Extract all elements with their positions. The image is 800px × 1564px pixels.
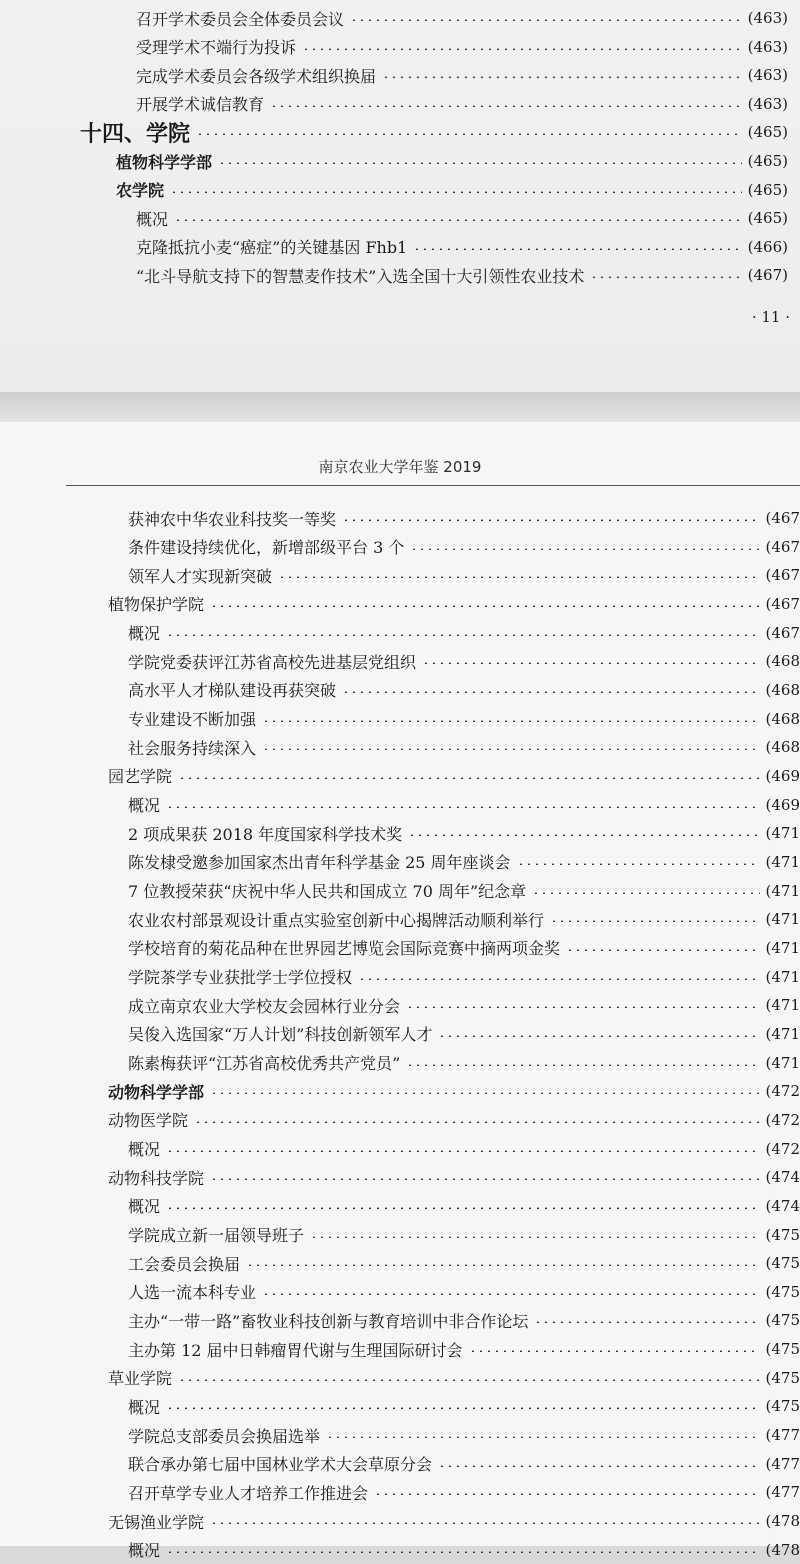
toc-entry-page: (475 xyxy=(765,1282,800,1301)
dot-leader xyxy=(358,978,760,980)
toc-entry-title: 概况 xyxy=(128,1140,161,1160)
toc-entry-page: (474 xyxy=(765,1168,800,1187)
dot-leader xyxy=(534,1321,759,1323)
toc-entry-title: 克隆抵抗小麦“癌症”的关键基因 Fhb1 xyxy=(136,238,408,258)
toc-entry-page: (478 xyxy=(765,1512,800,1531)
toc-entry xyxy=(0,1507,800,1535)
toc-entry xyxy=(0,204,800,232)
toc-entry xyxy=(0,1306,800,1334)
toc-entry-page: (475 xyxy=(765,1254,800,1273)
toc-entry-page: (467) xyxy=(747,266,788,285)
toc-entry-title: 动物医学院 xyxy=(108,1111,189,1131)
dot-leader xyxy=(210,605,760,607)
toc-entry-title: 学院总支部委员会换届选举 xyxy=(128,1426,321,1446)
running-header: 南京农业大学年鉴 2019 xyxy=(318,458,482,476)
dot-leader xyxy=(262,720,760,722)
dot-leader xyxy=(270,105,742,107)
toc-entry-title: 吴俊入选国家“万人计划”科技创新领军人才 xyxy=(128,1025,433,1045)
toc-entry-page: (475 xyxy=(765,1311,800,1330)
toc-entry-page: (471 xyxy=(765,996,800,1015)
dot-leader xyxy=(408,834,759,836)
dot-leader xyxy=(166,1150,760,1152)
toc-entry-page: (467 xyxy=(765,594,800,613)
dot-leader xyxy=(422,662,760,664)
toc-entry-page: (472 xyxy=(765,1082,800,1101)
toc-entry-page: (465) xyxy=(747,152,788,170)
top-page xyxy=(0,0,800,392)
toc-entry-title: 农学院 xyxy=(116,181,165,201)
dot-leader xyxy=(196,133,742,135)
toc-entry-title: 专业建设不断加强 xyxy=(128,710,257,730)
dot-leader xyxy=(342,519,760,521)
toc-entry-title: 概况 xyxy=(128,1397,161,1417)
dot-leader xyxy=(342,691,760,693)
toc-entry-page: (472 xyxy=(765,1110,800,1129)
dot-leader xyxy=(438,1035,759,1037)
toc-entry xyxy=(0,1020,800,1048)
toc-entry-page: (472 xyxy=(765,1139,800,1158)
toc-entry xyxy=(0,147,800,175)
dot-leader xyxy=(194,1121,760,1123)
toc-entry xyxy=(0,61,800,89)
toc-entry-page: (471 xyxy=(765,910,800,929)
dot-leader xyxy=(166,806,760,808)
toc-entry-page: (467 xyxy=(765,623,800,642)
toc-entry xyxy=(0,1364,800,1392)
toc-entry-title: 动物科技学院 xyxy=(108,1168,205,1188)
toc-entry-title: 学院党委获评江苏省高校先进基层党组织 xyxy=(128,652,417,672)
toc-entry-page: (471 xyxy=(765,824,800,843)
toc-entry xyxy=(0,176,800,204)
dot-leader xyxy=(532,892,759,894)
dot-leader xyxy=(278,576,760,578)
toc-entry-title: 社会服务持续深入 xyxy=(128,738,257,758)
toc-entry xyxy=(0,733,800,761)
toc-entry-title: 主办“一带一路”畜牧业科技创新与教育培训中非合作论坛 xyxy=(128,1311,529,1331)
toc-entry-page: (471 xyxy=(765,881,800,900)
dot-leader xyxy=(326,1436,760,1438)
toc-entry-title: “北斗导航支持下的智慧麦作技术”入选全国十大引领性农业技术 xyxy=(136,266,585,286)
toc-entry xyxy=(0,1163,800,1191)
toc-entry xyxy=(0,590,800,618)
dot-leader xyxy=(406,1006,760,1008)
dot-leader xyxy=(218,162,742,164)
toc-entry-page: (471 xyxy=(765,1024,800,1043)
toc-entry-title: 农业农村部景观设计重点实验室创新中心揭牌活动顺利举行 xyxy=(128,910,545,930)
dot-leader xyxy=(413,248,741,250)
toc-entry-title: 工会委员会换届 xyxy=(128,1254,241,1274)
toc-entry xyxy=(0,619,800,647)
toc-entry xyxy=(0,1249,800,1277)
page-folio: · 11 · xyxy=(751,308,790,326)
dot-leader xyxy=(590,276,741,278)
toc-entry-page: (468 xyxy=(765,680,800,699)
toc-entry-page: (465) xyxy=(747,180,788,199)
toc-entry-page: (468 xyxy=(765,709,800,728)
toc-entry xyxy=(0,1106,800,1134)
dot-leader xyxy=(210,1178,760,1180)
dot-leader xyxy=(550,920,760,922)
toc-entry xyxy=(0,261,800,289)
toc-entry-title: 学院茶学专业获批学士学位授权 xyxy=(128,968,353,988)
toc-entry-title: 主办第 12 届中日韩瘤胃代谢与生理国际研讨会 xyxy=(128,1340,463,1360)
dot-leader xyxy=(166,634,760,636)
toc-entry xyxy=(0,676,800,704)
toc-entry-page: (471 xyxy=(765,1053,800,1072)
dot-leader xyxy=(178,777,760,779)
toc-entry-title: 受理学术不端行为投诉 xyxy=(136,38,297,58)
toc-entry xyxy=(0,1221,800,1249)
toc-entry xyxy=(0,963,800,991)
toc-entry-title: 动物科学学部 xyxy=(108,1082,205,1102)
toc-entry-title: 7 位教授荣获“庆祝中华人民共和国成立 70 周年”纪念章 xyxy=(128,882,527,902)
dot-leader xyxy=(382,76,742,78)
toc-entry xyxy=(0,90,800,118)
toc-entry xyxy=(0,991,800,1019)
toc-entry-title: 陈素梅获评“江苏省高校优秀共产党员” xyxy=(128,1054,401,1074)
toc-entry-title: 完成学术委员会各级学术组织换届 xyxy=(136,66,377,86)
toc-entry-page: (478 xyxy=(765,1540,800,1559)
toc-entry xyxy=(0,533,800,561)
toc-entry-page: (475 xyxy=(765,1368,800,1387)
toc-entry xyxy=(0,819,800,847)
toc-entry-page: (468 xyxy=(765,652,800,671)
toc-entry xyxy=(0,118,800,146)
toc-entry-page: (463) xyxy=(747,66,788,85)
toc-entry-title: 植物保护学院 xyxy=(108,595,205,615)
toc-entry-page: (471 xyxy=(765,967,800,986)
toc-entry-page: (474 xyxy=(765,1196,800,1215)
toc-entry-page: (468 xyxy=(765,738,800,757)
toc-entry-title: 领军人才实现新突破 xyxy=(128,566,273,586)
toc-entry-title: 联合承办第七届中国林业学术大会草原分会 xyxy=(128,1455,433,1475)
toc-entry-page: (475 xyxy=(765,1397,800,1416)
dot-leader xyxy=(170,191,742,193)
toc-entry-title: 十四、学院 xyxy=(80,121,191,147)
bottom-page xyxy=(0,422,800,1561)
dot-leader xyxy=(166,1551,760,1553)
toc-entry-title: 植物科学学部 xyxy=(116,152,213,172)
toc-entry-title: 无锡渔业学院 xyxy=(108,1512,205,1532)
toc-entry xyxy=(0,1536,800,1564)
dot-leader xyxy=(517,863,760,865)
toc-entry-title: 成立南京农业大学校友会园林行业分会 xyxy=(128,996,401,1016)
toc-entry xyxy=(0,1077,800,1105)
toc-entry-title: 召开草学专业人才培养工作推进会 xyxy=(128,1483,369,1503)
dot-leader xyxy=(310,1236,760,1238)
toc-entry-title: 2 项成果获 2018 年度国家科学技术奖 xyxy=(128,824,403,844)
toc-entry-title: 开展学术诚信教育 xyxy=(136,95,265,115)
toc-entry xyxy=(0,848,800,876)
toc-entry-title: 陈发棣受邀参加国家杰出青年科学基金 25 周年座谈会 xyxy=(128,853,511,873)
dot-leader xyxy=(410,548,759,550)
toc-entry-page: (475 xyxy=(765,1225,800,1244)
toc-entry-page: (477 xyxy=(765,1426,800,1445)
toc-entry xyxy=(0,877,800,905)
toc-entry xyxy=(0,762,800,790)
toc-entry-page: (465) xyxy=(747,123,788,142)
toc-entry-title: 概况 xyxy=(128,796,161,816)
dot-leader xyxy=(566,949,760,951)
toc-entry xyxy=(0,905,800,933)
toc-entry-title: 学院成立新一届领导班子 xyxy=(128,1226,305,1245)
toc-entry-title: 草业学院 xyxy=(108,1369,173,1389)
toc-entry xyxy=(0,647,800,675)
toc-entry-page: (467 xyxy=(765,509,800,527)
toc-entry-page: (477 xyxy=(765,1483,800,1502)
dot-leader xyxy=(210,1092,760,1094)
toc-entry xyxy=(0,4,800,32)
toc-entry xyxy=(0,1421,800,1449)
dot-leader xyxy=(262,748,760,750)
toc-entry xyxy=(0,1192,800,1220)
dot-leader xyxy=(469,1350,760,1352)
toc-entry-title: 概况 xyxy=(128,1541,161,1561)
toc-entry-page: (466) xyxy=(747,237,788,256)
toc-entry-page: (471 xyxy=(765,938,800,957)
toc-entry-page: (463) xyxy=(747,9,788,27)
toc-entry xyxy=(0,1049,800,1077)
toc-entry xyxy=(0,1450,800,1478)
toc-entry-page: (467 xyxy=(765,537,800,556)
toc-entry-title: 条件建设持续优化，新增部级平台 3 个 xyxy=(128,538,405,558)
toc-entry-page: (477 xyxy=(765,1454,800,1473)
dot-leader xyxy=(246,1264,760,1266)
toc-entry-page: (475 xyxy=(765,1340,800,1359)
toc-entry xyxy=(0,504,800,532)
toc-entry-page: (463) xyxy=(747,37,788,56)
dot-leader xyxy=(438,1465,760,1467)
toc-entry xyxy=(0,33,800,61)
toc-entry-title: 召开学术委员会全体委员会议 xyxy=(136,9,345,29)
header-rule xyxy=(66,485,800,486)
toc-entry-page: (469 xyxy=(765,766,800,785)
toc-entry xyxy=(0,1278,800,1306)
toc-entry-title: 高水平人才梯队建设再获突破 xyxy=(128,681,337,701)
dot-leader xyxy=(210,1522,760,1524)
toc-entry-page: (463) xyxy=(747,94,788,113)
dot-leader xyxy=(174,219,742,221)
toc-entry-page: (467 xyxy=(765,566,800,585)
toc-entry-page: (465) xyxy=(747,209,788,228)
toc-entry xyxy=(0,705,800,733)
dot-leader xyxy=(178,1379,760,1381)
dot-leader xyxy=(166,1407,760,1409)
toc-entry-title: 概况 xyxy=(128,624,161,644)
toc-entry xyxy=(0,791,800,819)
toc-entry xyxy=(0,233,800,261)
toc-entry-page: (469 xyxy=(765,795,800,814)
toc-entry xyxy=(0,561,800,589)
toc-entry xyxy=(0,1392,800,1420)
toc-entry xyxy=(0,1478,800,1506)
dot-leader xyxy=(350,19,742,21)
toc-entry-page: (471 xyxy=(765,852,800,871)
toc-entry-title: 园艺学院 xyxy=(108,767,173,787)
toc-entry-title: 获神农中华农业科技奖一等奖 xyxy=(128,509,337,529)
toc-entry-title: 概况 xyxy=(128,1197,161,1217)
page-gap xyxy=(0,392,800,422)
dot-leader xyxy=(262,1293,760,1295)
toc-entry-title: 人选一流本科专业 xyxy=(128,1283,257,1303)
dot-leader xyxy=(406,1064,759,1066)
toc-entry-title: 学校培育的菊花品种在世界园艺博览会国际竞赛中摘两项金奖 xyxy=(128,939,561,959)
toc-entry xyxy=(0,1135,800,1163)
toc-entry xyxy=(0,1335,800,1363)
toc-entry-title: 概况 xyxy=(136,209,169,229)
dot-leader xyxy=(302,48,742,50)
dot-leader xyxy=(374,1493,760,1495)
dot-leader xyxy=(166,1207,760,1209)
toc-entry xyxy=(0,934,800,962)
